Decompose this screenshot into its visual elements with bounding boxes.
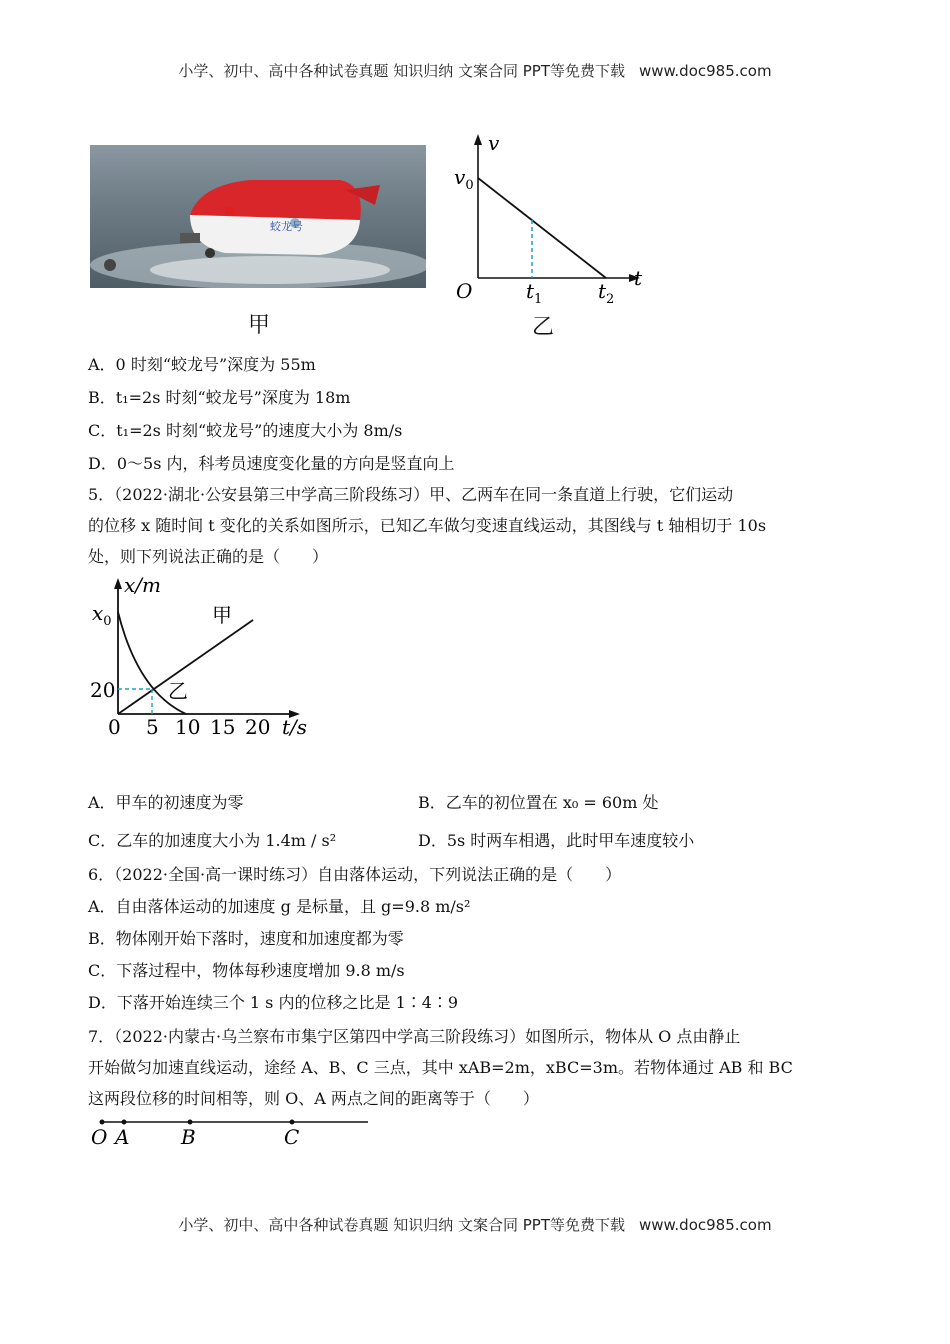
submersible-illustration: [90, 145, 426, 288]
t-axis-label: t: [634, 266, 643, 290]
t1-label: $t_1$: [526, 279, 543, 307]
xt-graph: [88, 572, 328, 747]
x-tick-15: 15: [210, 715, 236, 739]
q6-option-a: A．自由落体运动的加速度 g 是标量，且 g=9.8 m/s²: [88, 897, 471, 916]
x0-label: $x_0$: [92, 601, 112, 629]
q6-option-b: B．物体刚开始下落时，速度和加速度都为零: [88, 929, 404, 948]
q7-stem-line3: 这两段位移的时间相等，则 O、A 两点之间的距离等于（ ）: [88, 1089, 539, 1108]
q5-option-c: C．乙车的加速度大小为 1.4m / s²: [88, 831, 337, 850]
submersible-photo: [90, 145, 426, 288]
x-tick-5: 5: [146, 715, 159, 739]
v0-label: $v_0$: [454, 165, 474, 193]
v-axis-arrow: [474, 134, 482, 145]
q4-option-c: C．t₁=2s 时刻“蛟龙号”的速度大小为 8m/s: [88, 421, 403, 440]
q6-stem: 6．（2022·全国·高一课时练习）自由落体运动，下列说法正确的是（ ）: [88, 865, 622, 884]
point-c: [290, 1120, 295, 1125]
footer-text: 小学、初中、高中各种试卷真题 知识归纳 文案合同 PPT等免费下载: [178, 1216, 625, 1234]
y-tick-20: 20: [90, 678, 116, 702]
page-header: [0, 60, 950, 81]
x-axis-arrow: [114, 578, 122, 589]
footer-url[interactable]: www.doc985.com: [638, 1216, 772, 1234]
q4-option-d: D．0～5s 内，科考员速度变化量的方向是竖直向上: [88, 454, 455, 473]
q6-option-c: C．下落过程中，物体每秒速度增加 9.8 m/s: [88, 961, 405, 980]
label-b: B: [181, 1125, 196, 1149]
vt-graph: [448, 130, 658, 340]
x-axis-label: x/m: [124, 573, 161, 597]
caption-yi: 乙: [532, 315, 555, 340]
caption-jia: 甲: [248, 313, 271, 338]
q5-stem-line3: 处，则下列说法正确的是（ ）: [88, 547, 329, 566]
q5-option-d: D．5s 时两车相遇，此时甲车速度较小: [418, 831, 695, 850]
v-axis-label: v: [488, 131, 500, 155]
point-b: [188, 1120, 193, 1125]
header-text: 小学、初中、高中各种试卷真题 知识归纳 文案合同 PPT等免费下载: [178, 62, 625, 80]
point-o: [100, 1120, 105, 1125]
label-o: O: [91, 1125, 108, 1149]
x-tick-20: 20: [245, 715, 271, 739]
label-c: C: [284, 1125, 300, 1149]
origin-label: O: [456, 279, 473, 303]
q4-option-a: A．0 时刻“蛟龙号”深度为 55m: [88, 355, 316, 374]
q5-option-a: A．甲车的初速度为零: [88, 793, 244, 812]
label-yi: 乙: [168, 679, 188, 703]
q4-option-b: B．t₁=2s 时刻“蛟龙号”深度为 18m: [88, 388, 351, 407]
x-tick-10: 10: [175, 715, 201, 739]
velocity-line: [478, 178, 606, 278]
photo-label: 蛟龙号: [270, 220, 303, 233]
q5-stem-line1: 5．（2022·湖北·公安县第三中学高三阶段练习）甲、乙两车在同一条直道上行驶，它们运动: [88, 485, 734, 504]
t2-label: $t_2$: [598, 279, 615, 307]
q6-option-d: D．下落开始连续三个 1 s 内的位移之比是 1∶4∶9: [88, 993, 459, 1012]
t-axis-label: t/s: [282, 715, 308, 739]
q7-stem-line2: 开始做匀加速直线运动，途经 A、B、C 三点，其中 xAB=2m，xBC=3m。若物体通过 AB 和 BC: [88, 1058, 793, 1077]
point-a: [122, 1120, 127, 1125]
q5-stem-line2: 的位移 x 随时间 t 变化的关系如图所示，已知乙车做匀变速直线运动，其图线与 t 轴相切于 10s: [88, 516, 767, 535]
header-url[interactable]: www.doc985.com: [638, 62, 772, 80]
oabc-line-figure: [88, 1112, 378, 1152]
q5-option-b: B．乙车的初位置在 x₀ = 60m 处: [418, 793, 659, 812]
label-jia: 甲: [212, 603, 232, 627]
q7-stem-line1: 7．（2022·内蒙古·乌兰察布市集宁区第四中学高三阶段练习）如图所示，物体从 O 点由静止: [88, 1027, 741, 1046]
label-a: A: [115, 1125, 130, 1149]
x-tick-0: 0: [108, 715, 121, 739]
page-footer: [0, 1214, 950, 1235]
